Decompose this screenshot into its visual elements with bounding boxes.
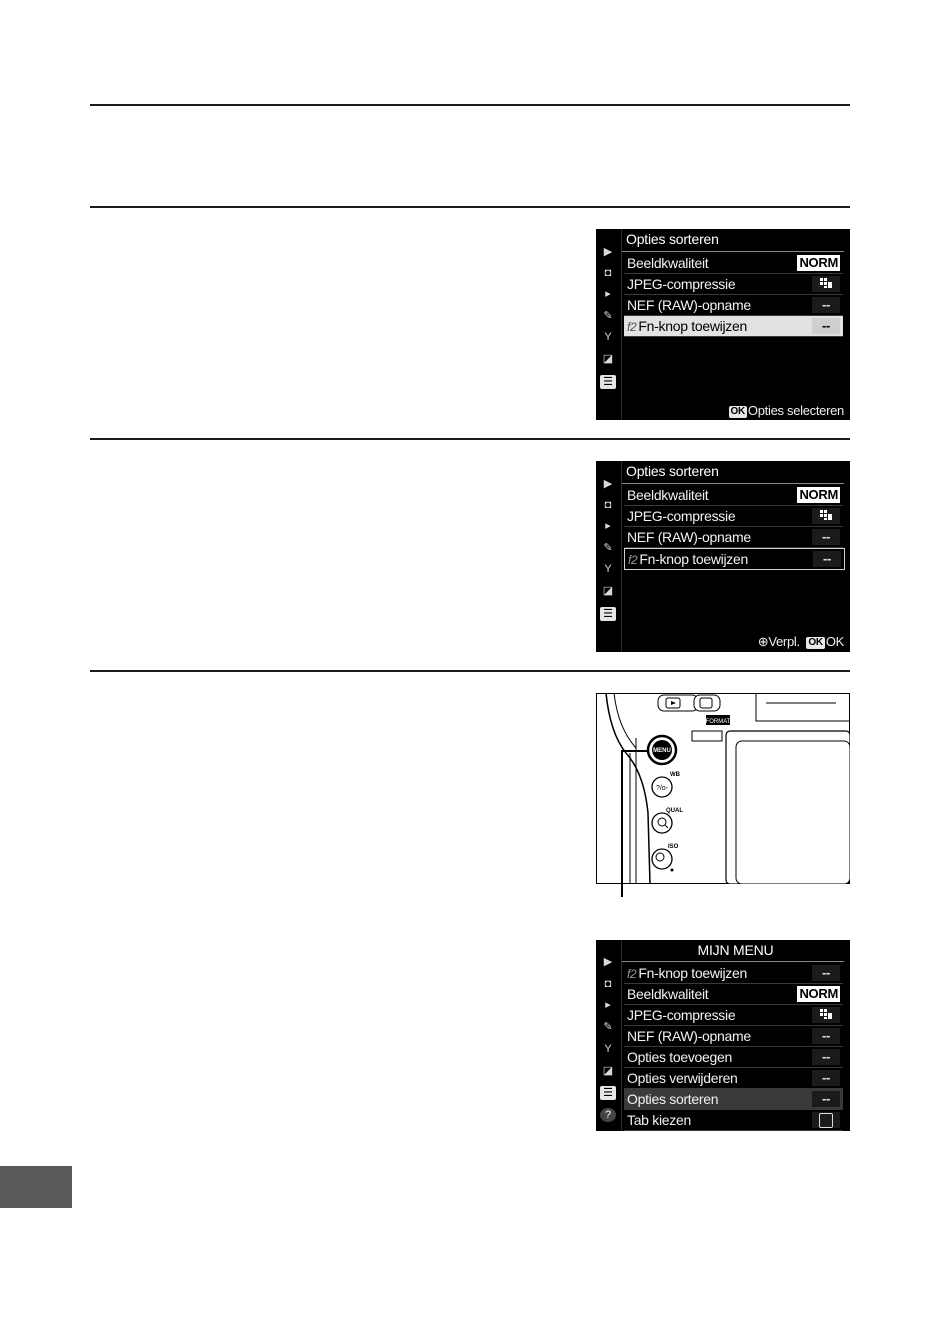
menu-tab-sidebar bbox=[596, 461, 622, 652]
screen-title: Opties sorteren bbox=[626, 231, 719, 247]
movie-icon[interactable]: ▸ bbox=[605, 999, 611, 1011]
menu-item-value: -- bbox=[812, 1049, 840, 1065]
footer-ok-text: OK bbox=[825, 634, 844, 649]
menu-item-value: -- bbox=[813, 551, 841, 567]
menu-item-opties-verwijderen[interactable] bbox=[624, 1068, 843, 1089]
title-divider bbox=[622, 251, 844, 252]
retouch-icon[interactable]: ◪ bbox=[602, 1065, 614, 1077]
menu-item-fn-knop[interactable] bbox=[624, 316, 843, 337]
my-menu-icon[interactable]: ☰ bbox=[600, 607, 616, 621]
tab-kiezen-icon bbox=[812, 1112, 840, 1128]
qual-label: QUAL bbox=[666, 808, 683, 814]
menu-item-fn-knop[interactable] bbox=[624, 548, 845, 570]
jpeg-compression-icon bbox=[812, 508, 840, 524]
footer-text: Opties selecteren bbox=[747, 403, 844, 418]
playback-icon[interactable]: ▶ bbox=[603, 956, 613, 968]
menu-item-label: JPEG-compressie bbox=[627, 1007, 736, 1023]
menu-item-beeldkwaliteit[interactable] bbox=[624, 253, 843, 274]
ok-icon: OK bbox=[808, 637, 823, 648]
pencil-icon[interactable]: ✎ bbox=[603, 542, 613, 554]
iso-label: ISO bbox=[668, 844, 679, 850]
lcd-screen-select-option bbox=[596, 229, 850, 420]
menu-item-value: -- bbox=[812, 965, 840, 981]
jpeg-compression-icon bbox=[812, 276, 840, 292]
screen-title: MIJN MENU bbox=[697, 942, 774, 958]
playback-icon[interactable]: ▶ bbox=[603, 246, 613, 258]
wb-label: WB bbox=[670, 772, 680, 778]
menu-item-beeldkwaliteit[interactable] bbox=[624, 984, 843, 1005]
chapter-thumb-tab bbox=[0, 1166, 72, 1208]
my-menu-icon[interactable]: ☰ bbox=[600, 1086, 616, 1100]
f2-code: f2 bbox=[627, 967, 637, 981]
menu-item-label: Beeldkwaliteit bbox=[627, 986, 709, 1002]
menu-button-label: MENU bbox=[653, 748, 671, 754]
menu-item-value: -- bbox=[812, 1028, 840, 1044]
movie-icon[interactable]: ▸ bbox=[605, 520, 611, 532]
camera-icon[interactable]: ◘ bbox=[604, 499, 612, 511]
rule-step-2 bbox=[90, 438, 850, 440]
menu-item-label: JPEG-compressie bbox=[627, 276, 736, 292]
menu-item-jpeg-compressie[interactable] bbox=[624, 1005, 843, 1026]
menu-tab-sidebar bbox=[596, 229, 622, 420]
svg-text:?/o-: ?/o- bbox=[655, 785, 669, 792]
menu-item-label: Opties sorteren bbox=[627, 1091, 719, 1107]
camera-back-illustration bbox=[596, 693, 850, 884]
rule-step-1 bbox=[90, 206, 850, 208]
pencil-icon[interactable]: ✎ bbox=[603, 310, 613, 322]
menu-tab-sidebar bbox=[596, 940, 622, 1131]
rule-step-3 bbox=[90, 670, 850, 672]
screen-footer bbox=[758, 634, 844, 650]
menu-item-label: Fn-knop toewijzen bbox=[638, 318, 747, 334]
menu-item-value: -- bbox=[812, 1070, 840, 1086]
movie-icon[interactable]: ▸ bbox=[605, 288, 611, 300]
lcd-screen-move-option bbox=[596, 461, 850, 652]
menu-item-label: NEF (RAW)-opname bbox=[627, 297, 751, 313]
image-quality-value: NORM bbox=[799, 487, 838, 502]
multi-selector-icon: ⊕ bbox=[757, 634, 769, 649]
screen-title: Opties sorteren bbox=[626, 463, 719, 479]
title-divider bbox=[622, 483, 844, 484]
image-quality-value: NORM bbox=[799, 255, 838, 270]
help-icon[interactable]: ? bbox=[600, 1108, 616, 1122]
menu-item-label: Opties toevoegen bbox=[627, 1049, 732, 1065]
my-menu-icon[interactable]: ☰ bbox=[600, 375, 616, 389]
f2-code: f2 bbox=[628, 553, 638, 567]
menu-item-nef-raw[interactable] bbox=[624, 527, 843, 548]
menu-item-label-wrap bbox=[627, 963, 747, 984]
camera-icon[interactable]: ◘ bbox=[604, 267, 612, 279]
footer-move-text: Verpl. bbox=[768, 634, 800, 649]
menu-item-jpeg-compressie[interactable] bbox=[624, 506, 843, 527]
menu-item-value: -- bbox=[812, 1091, 840, 1107]
menu-item-label: Fn-knop toewijzen bbox=[639, 551, 748, 567]
lcd-screen-my-menu bbox=[596, 940, 850, 1131]
menu-item-label: Fn-knop toewijzen bbox=[638, 965, 747, 981]
retouch-icon[interactable]: ◪ bbox=[602, 585, 614, 597]
menu-item-jpeg-compressie[interactable] bbox=[624, 274, 843, 295]
pencil-icon[interactable]: ✎ bbox=[603, 1021, 613, 1033]
format-label: FORMAT bbox=[705, 719, 731, 725]
menu-item-value: -- bbox=[812, 297, 840, 313]
menu-button-callout-line bbox=[621, 750, 623, 897]
menu-item-label: Tab kiezen bbox=[627, 1112, 691, 1128]
menu-item-fn-knop[interactable] bbox=[624, 963, 843, 984]
jpeg-compression-icon bbox=[812, 1007, 840, 1023]
wrench-icon[interactable]: Y bbox=[604, 563, 612, 575]
title-divider bbox=[622, 961, 844, 962]
menu-item-label: NEF (RAW)-opname bbox=[627, 1028, 751, 1044]
screen-footer bbox=[729, 403, 844, 418]
f2-code: f2 bbox=[627, 320, 637, 334]
menu-item-label-wrap bbox=[628, 549, 748, 570]
camera-icon[interactable]: ◘ bbox=[604, 978, 612, 990]
rule-top bbox=[90, 104, 850, 106]
menu-item-label: Opties verwijderen bbox=[627, 1070, 738, 1086]
menu-item-tab-kiezen[interactable] bbox=[624, 1110, 843, 1131]
menu-button-callout-tick bbox=[621, 750, 649, 752]
wrench-icon[interactable]: Y bbox=[604, 1043, 612, 1055]
menu-item-label: JPEG-compressie bbox=[627, 508, 736, 524]
wrench-icon[interactable]: Y bbox=[604, 331, 612, 343]
menu-item-label: Beeldkwaliteit bbox=[627, 487, 709, 503]
menu-item-nef-raw[interactable] bbox=[624, 1026, 843, 1047]
menu-item-opties-sorteren[interactable] bbox=[624, 1089, 843, 1110]
retouch-icon[interactable]: ◪ bbox=[602, 353, 614, 365]
menu-item-label: Beeldkwaliteit bbox=[627, 255, 709, 271]
menu-item-opties-toevoegen[interactable] bbox=[624, 1047, 843, 1068]
menu-item-label-wrap bbox=[627, 316, 747, 337]
menu-item-nef-raw[interactable] bbox=[624, 295, 843, 316]
image-quality-value: NORM bbox=[799, 986, 838, 1001]
menu-item-value: -- bbox=[812, 318, 840, 334]
ok-icon: OK bbox=[730, 406, 745, 417]
menu-item-label: NEF (RAW)-opname bbox=[627, 529, 751, 545]
menu-item-beeldkwaliteit[interactable] bbox=[624, 485, 843, 506]
playback-icon[interactable]: ▶ bbox=[603, 478, 613, 490]
menu-item-value: -- bbox=[812, 529, 840, 545]
